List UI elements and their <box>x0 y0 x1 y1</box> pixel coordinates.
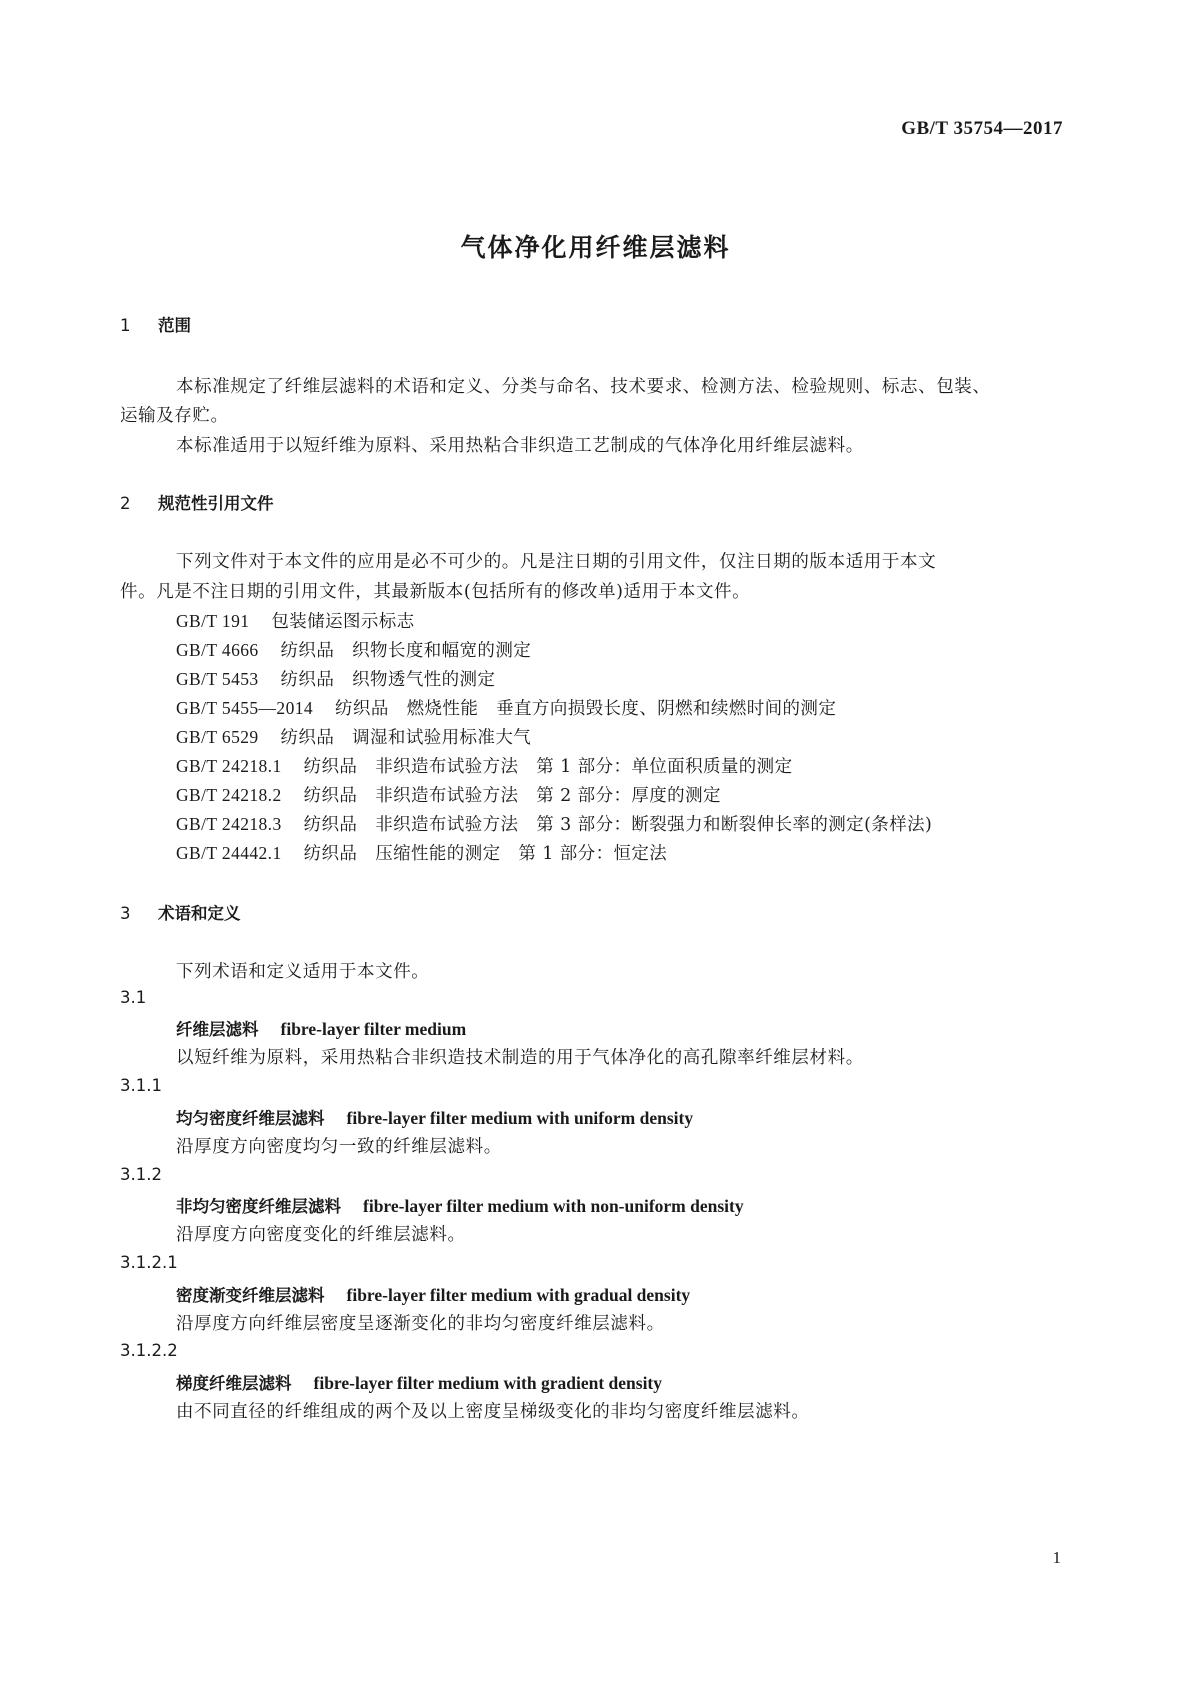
reference-title: 包装储运图示标志 <box>271 612 415 632</box>
reference-code: GB/T 4666 <box>176 640 259 660</box>
term-en: fibre-layer filter medium with uniform density <box>346 1108 694 1128</box>
scope-paragraph-line: 运输及存贮。 <box>120 406 229 426</box>
reference-item <box>176 637 531 662</box>
reference-title: 纺织品 非织造布试验方法 第 2 部分：厚度的测定 <box>303 786 721 806</box>
term-definition: 沿厚度方向密度均匀一致的纤维层滤料。 <box>176 1137 502 1157</box>
reference-code: GB/T 24218.1 <box>176 756 282 776</box>
term-number: 3.1.2.1 <box>120 1253 178 1272</box>
reference-item <box>176 840 667 865</box>
term-definition: 由不同直径的纤维组成的两个及以上密度呈梯级变化的非均匀密度纤维层滤料。 <box>176 1402 810 1422</box>
section-title: 范围 <box>158 316 191 335</box>
reference-item <box>176 811 932 836</box>
term-heading <box>176 1282 690 1306</box>
reference-code: GB/T 5455—2014 <box>176 698 314 718</box>
reference-code: GB/T 5453 <box>176 669 259 689</box>
reference-title: 纺织品 织物透气性的测定 <box>280 670 496 690</box>
reference-title: 纺织品 压缩性能的测定 第 1 部分：恒定法 <box>303 844 668 864</box>
reference-title: 纺织品 织物长度和幅宽的测定 <box>280 641 532 661</box>
scope-paragraph: 本标准适用于以短纤维为原料、采用热粘合非织造工艺制成的气体净化用纤维层滤料。 <box>176 436 864 456</box>
term-number: 3.1.1 <box>120 1076 162 1095</box>
reference-code: GB/T 6529 <box>176 727 259 747</box>
section-title: 规范性引用文件 <box>158 494 274 513</box>
section-title: 术语和定义 <box>158 904 241 923</box>
term-heading <box>176 1016 466 1040</box>
reference-code: GB/T 191 <box>176 611 250 631</box>
terms-intro: 下列术语和定义适用于本文件。 <box>176 962 430 982</box>
term-heading <box>176 1193 744 1217</box>
reference-title: 纺织品 非织造布试验方法 第 3 部分：断裂强力和断裂伸长率的测定(条样法) <box>303 815 933 835</box>
reference-item <box>176 724 531 749</box>
reference-title: 纺织品 调湿和试验用标准大气 <box>280 728 532 748</box>
term-zh: 梯度纤维层滤料 <box>176 1374 292 1393</box>
term-zh: 非均匀密度纤维层滤料 <box>176 1197 341 1216</box>
document-title: 气体净化用纤维层滤料 <box>460 233 731 262</box>
term-en: fibre-layer filter medium with gradient density <box>313 1373 663 1393</box>
term-zh: 密度渐变纤维层滤料 <box>176 1286 325 1305</box>
scope-paragraph-line: 本标准规定了纤维层滤料的术语和定义、分类与命名、技术要求、检测方法、检验规则、标志、包装、 <box>176 377 991 397</box>
reference-code: GB/T 24218.3 <box>176 814 282 834</box>
term-definition: 沿厚度方向密度变化的纤维层滤料。 <box>176 1225 466 1245</box>
term-en: fibre-layer filter medium with non-uniform density <box>363 1196 744 1216</box>
reference-item <box>176 782 721 807</box>
normative-intro-line: 件。凡是不注日期的引用文件，其最新版本(包括所有的修改单)适用于本文件。 <box>120 582 751 602</box>
reference-code: GB/T 24218.2 <box>176 785 282 805</box>
term-definition: 沿厚度方向纤维层密度呈逐渐变化的非均匀密度纤维层滤料。 <box>176 1314 665 1334</box>
section-heading-normative-references <box>120 490 274 514</box>
term-heading <box>176 1105 693 1129</box>
reference-item <box>176 608 415 633</box>
section-heading-terms-and-definitions <box>120 900 241 924</box>
term-number: 3.1.2.2 <box>120 1341 178 1360</box>
term-definition: 以短纤维为原料，采用热粘合非织造技术制造的用于气体净化的高孔隙率纤维层材料。 <box>176 1048 864 1068</box>
term-zh: 均匀密度纤维层滤料 <box>176 1109 325 1128</box>
section-number: 1 <box>120 316 131 335</box>
term-number: 3.1.2 <box>120 1165 162 1184</box>
section-number: 3 <box>120 904 131 923</box>
term-zh: 纤维层滤料 <box>176 1020 259 1039</box>
reference-title: 纺织品 非织造布试验方法 第 1 部分：单位面积质量的测定 <box>303 757 793 777</box>
standard-number: GB/T 35754—2017 <box>901 118 1063 139</box>
normative-intro-line: 下列文件对于本文件的应用是必不可少的。凡是注日期的引用文件，仅注日期的版本适用于本文 <box>176 552 937 572</box>
reference-item <box>176 666 495 691</box>
section-number: 2 <box>120 494 131 513</box>
reference-item <box>176 695 836 720</box>
term-number: 3.1 <box>120 988 147 1007</box>
term-en: fibre-layer filter medium with gradual density <box>346 1285 691 1305</box>
page-number: 1 <box>1052 1548 1061 1567</box>
term-heading <box>176 1370 662 1394</box>
reference-code: GB/T 24442.1 <box>176 843 282 863</box>
reference-item <box>176 753 792 778</box>
term-en: fibre-layer filter medium <box>280 1019 467 1039</box>
reference-title: 纺织品 燃烧性能 垂直方向损毁长度、阴燃和续燃时间的测定 <box>335 699 837 719</box>
section-heading-scope <box>120 312 191 336</box>
